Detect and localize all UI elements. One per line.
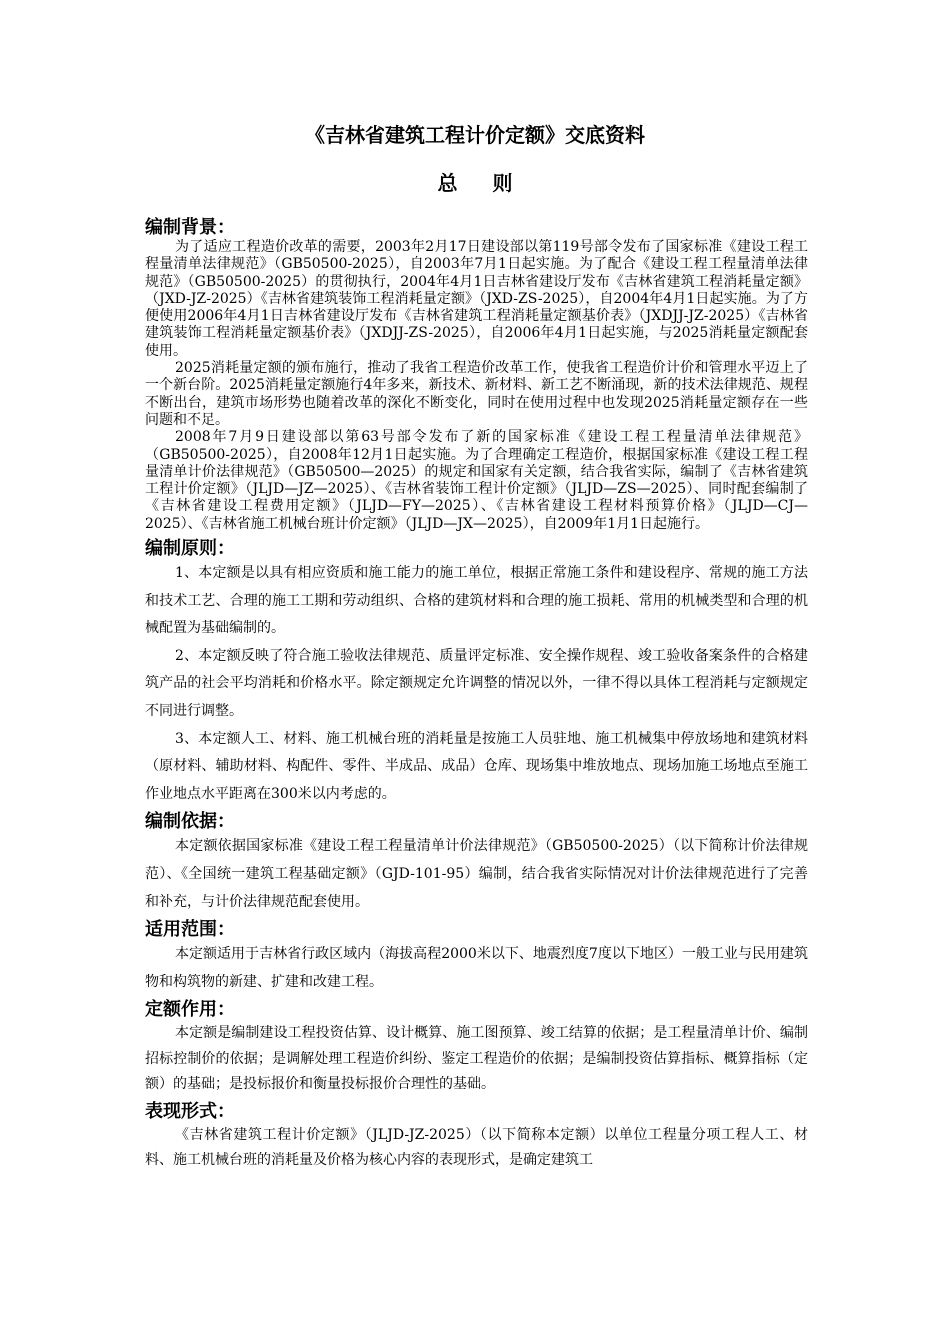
section-function (145, 998, 808, 1098)
section-heading-form: 表现形式： (145, 1100, 235, 1122)
paragraph: 为了适应工程造价改革的需要，2003年2月17日建设部以第119号部令发布了国家标准《建设工程工程量清单法律规范》（GB50500-2025），自2003年7月1日起实施。为了配合《建设工程工程量清单法律规范》（GB50500-2025）的贯彻执行，2004年4月1日吉林省建设厅发布《吉林省建筑工程消耗量定额》（JXD-JZ-2025）《吉林省建筑装饰工程消耗量定额》（JXD-ZS-2025），自2004年4月1日起实施。为了方便使用2006年4月1日吉林省建设厅发布《吉林省建筑工程消耗量定额基价表》（JXDJJ-JZ-2025）《吉林省建筑装饰工程消耗量定额基价表》（JXDJJ-ZS-2025），自2006年4月1日起实施，与2025消耗量定额配套使用。 (145, 239, 808, 359)
section-background (145, 216, 808, 533)
section-heading-background: 编制背景： (145, 217, 235, 238)
section-basis (145, 810, 808, 916)
document-title: 《吉林省建筑工程计价定额》交底资料 (305, 123, 645, 147)
paragraph: 1、本定额是以具有相应资质和施工能力的施工单位，根据正常施工条件和建设程序、常规的施工方法和技术工艺、合理的施工工期和劳动组织、合格的建筑材料和合理的施工损耗、常用的机械类型和合理的机械配置为基础编制的。 (145, 565, 808, 637)
paragraph: 《吉林省建筑工程计价定额》（JLJD-JZ-2025）（以下简称本定额）以单位工程量分项工程人工、材料、施工机械台班的消耗量及价格为核心内容的表现形式，是确定建筑工 (145, 1126, 808, 1169)
paragraph: 2025消耗量定额的颁布施行，推动了我省工程造价改革工作，使我省工程造价计价和管理水平迈上了一个新台阶。2025消耗量定额施行4年多来，新技术、新材料、新工艺不断涌现，新的技术法律规范、规程不断出台，建筑市场形势也随着改革的深化不断变化，同时在使用过程中也发现2025消耗量定额存在一些问题和不足。 (145, 360, 808, 428)
document-subtitle: 总 则 (437, 171, 527, 195)
document-body (145, 216, 808, 1174)
paragraph: 本定额适用于吉林省行政区域内（海拔高程2000米以下、地震烈度7度以下地区）一般工业与民用建筑物和构筑物的新建、扩建和改建工程。 (145, 946, 808, 990)
section-heading-basis: 编制依据： (145, 811, 235, 833)
paragraph: 本定额是编制建设工程投资估算、设计概算、施工图预算、竣工结算的依据；是工程量清单计价、编制招标控制价的依据；是调解处理工程造价纠纷、鉴定工程造价的依据；是编制投资估算指标、概算指标（定额）的基础；是投标报价和衡量投标报价合理性的基础。 (145, 1025, 808, 1093)
section-heading-function: 定额作用： (145, 999, 235, 1021)
paragraph: 2008年7月9日建设部以第63号部令发布了新的国家标准《建设工程工程量清单法律规范》（GB50500-2025），自2008年12月1日起实施。为了合理确定工程造价，根据国家标准《建设工程工程量清单计价法律规范》（GB50500—2025）的规定和国家有关定额，结合我省实际，编制了《吉林省建筑工程计价定额》（JLJD—JZ—2025）、《吉林省装饰工程计价定额》（JLJD—ZS—2025）、同时配套编制了《吉林省建设工程费用定额》（JLJD—FY—2025）、《吉林省建设工程材料预算价格》（JLJD—CJ—2025）、《吉林省施工机械台班计价定额》（JLJD—JX—2025），自2009年1月1日起施行。 (145, 429, 808, 532)
paragraph: 3、本定额人工、材料、施工机械台班的消耗量是按施工人员驻地、施工机械集中停放场地和建筑材料（原材料、辅助材料、构配件、零件、半成品、成品）仓库、现场集中堆放地点、现场加施工场地点至施工作业地点水平距离在300米以内考虑的。 (145, 730, 808, 802)
paragraph: 2、本定额反映了符合施工验收法律规范、质量评定标准、安全操作规程、竣工验收备案条件的合格建筑产品的社会平均消耗和价格水平。除定额规定允许调整的情况以外，一律不得以具体工程消耗与定额规定不同进行调整。 (145, 647, 808, 720)
section-principles (145, 537, 808, 808)
section-scope (145, 918, 808, 996)
section-heading-principles: 编制原则： (145, 538, 235, 560)
section-heading-scope: 适用范围： (145, 919, 235, 941)
section-form (145, 1100, 808, 1174)
paragraph: 本定额依据国家标准《建设工程工程量清单计价法律规范》（GB50500-2025）（以下简称计价法律规范）、《全国统一建筑工程基础定额》（GJD-101-95）编制，结合我省实际情况对计价法律规范进行了完善和补充，与计价法律规范配套使用。 (145, 838, 808, 910)
